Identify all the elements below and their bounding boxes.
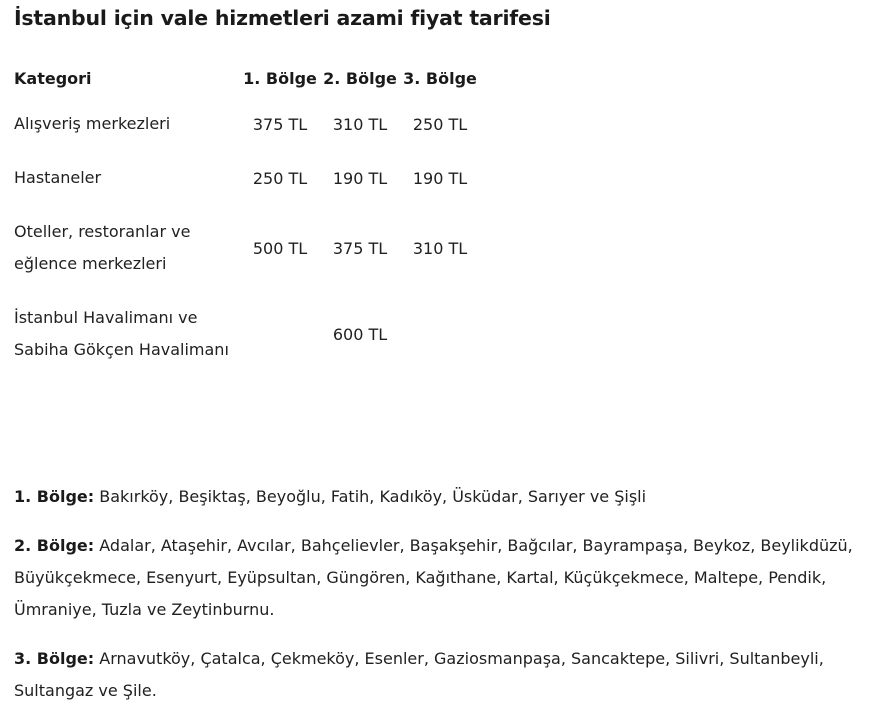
price-cell: 375 TL bbox=[332, 238, 388, 258]
price-cell: 500 TL bbox=[252, 238, 308, 258]
region-paragraph bbox=[14, 481, 874, 513]
region-districts: Arnavutköy, Çatalca, Çekmeköy, Esenler, Gaziosmanpaşa, Sancaktepe, Silivri, Sultanbeyli, Sultangaz ve Şile. bbox=[14, 649, 824, 700]
price-cell: 375 TL bbox=[252, 114, 308, 134]
column-header-category: Kategori bbox=[14, 69, 92, 88]
price-table bbox=[14, 60, 480, 377]
price-cell: 250 TL bbox=[412, 114, 468, 134]
table-row bbox=[14, 291, 480, 377]
region-label: 3. Bölge: bbox=[14, 649, 95, 668]
category-cell: Hastaneler bbox=[14, 168, 102, 187]
category-cell: Oteller, restoranlar ve eğlence merkezleri bbox=[14, 222, 191, 273]
table-header-row bbox=[14, 60, 480, 97]
region-districts: Bakırköy, Beşiktaş, Beyoğlu, Fatih, Kadıköy, Üsküdar, Sarıyer ve Şişli bbox=[99, 487, 647, 506]
category-cell: Alışveriş merkezleri bbox=[14, 114, 171, 133]
column-header-region-2: 2. Bölge bbox=[323, 69, 397, 88]
region-paragraph bbox=[14, 643, 874, 707]
column-header-region-3: 3. Bölge bbox=[403, 69, 477, 88]
price-cell: 250 TL bbox=[252, 168, 308, 188]
price-cell: 310 TL bbox=[332, 114, 388, 134]
price-cell-merged: 600 TL bbox=[332, 324, 388, 344]
category-cell: İstanbul Havalimanı ve Sabiha Gökçen Havalimanı bbox=[14, 308, 229, 359]
region-paragraph bbox=[14, 530, 874, 626]
table-row bbox=[14, 151, 480, 205]
region-definitions bbox=[14, 481, 874, 724]
price-cell: 310 TL bbox=[412, 238, 468, 258]
region-label: 1. Bölge: bbox=[14, 487, 95, 506]
region-label: 2. Bölge: bbox=[14, 536, 95, 555]
table-row bbox=[14, 205, 480, 291]
table-row bbox=[14, 97, 480, 151]
price-cell: 190 TL bbox=[332, 168, 388, 188]
region-districts: Adalar, Ataşehir, Avcılar, Bahçelievler, Başakşehir, Bağcılar, Bayrampaşa, Beykoz, Beylikdüzü, Büyükçekmece, Esenyurt, Eyüpsultan, Güngören, Kağıthane, Kartal, Küçükçekmece, Maltepe, Pendik, Ümraniye, Tuzla ve Zeytinburnu. bbox=[14, 536, 853, 619]
column-header-region-1: 1. Bölge bbox=[243, 69, 317, 88]
page-title: İstanbul için vale hizmetleri azami fiyat tarifesi bbox=[14, 6, 551, 30]
price-cell: 190 TL bbox=[412, 168, 468, 188]
